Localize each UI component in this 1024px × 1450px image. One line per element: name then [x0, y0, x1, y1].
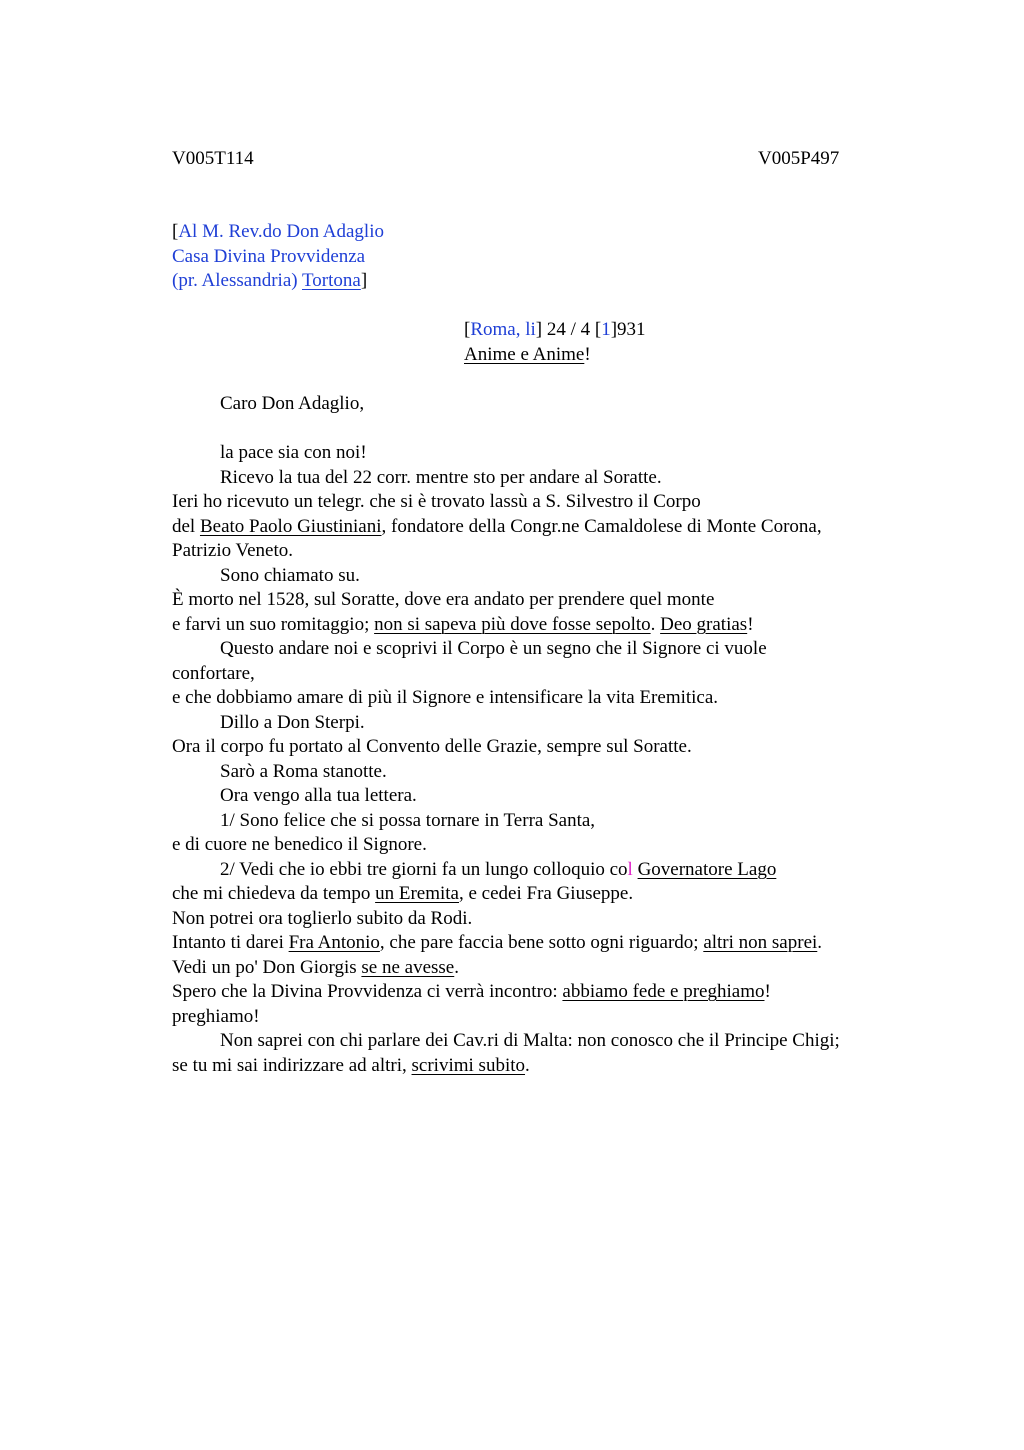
greeting	[172, 392, 912, 417]
motto: Anime e Anime	[464, 343, 585, 365]
motto-line: Anime e Anime!	[464, 343, 591, 365]
document-code-right: V005P497	[758, 148, 840, 169]
body-line: se tu mi sai indirizzare ad altri, scrivimi subito.	[172, 1054, 530, 1076]
body-line: Vedi un po' Don Giorgis se ne avesse.	[172, 956, 459, 978]
body-line: Ricevo la tua del 22 corr. mentre sto per andare al Soratte.	[220, 466, 662, 488]
underlined-phrase: Fra Antonio	[288, 932, 380, 953]
body-line: 1/ Sono felice che si possa tornare in Terra Santa,	[220, 809, 596, 831]
underlined-phrase: non si sapeva più dove fosse sepolto	[374, 613, 651, 635]
date-place: Roma, li	[470, 319, 536, 340]
underlined-phrase: se ne avesse	[361, 956, 455, 978]
underlined-phrase: abbiamo fede e preghiamo	[562, 981, 765, 1002]
date-year-digit: 1	[601, 319, 611, 340]
underlined-phrase: Deo gratias	[660, 613, 748, 635]
document-code-left: V005T114	[172, 148, 254, 169]
body-line: Intanto ti darei Fra Antonio, che pare faccia bene sotto ogni riguardo; altri non saprei.	[172, 932, 823, 953]
body-line: e farvi un suo romitaggio; non si sapeva più dove fosse sepolto. Deo gratias!	[172, 613, 754, 635]
greeting-text: Caro Don Adaglio,	[220, 393, 365, 414]
body-line: Sono chiamato su.	[220, 564, 360, 586]
recipient-address	[172, 220, 912, 294]
body-line: che mi chiedeva da tempo un Eremita, e cedei Fra Giuseppe.	[172, 883, 634, 904]
underlined-phrase: altri non saprei	[703, 932, 818, 953]
body-line: confortare,	[172, 662, 255, 684]
body-line: Questo andare noi e scoprivi il Corpo è un segno che il Signore ci vuole	[220, 638, 767, 659]
body-line: Ora il corpo fu portato al Convento delle Grazie, sempre sul Soratte.	[172, 736, 692, 757]
body-line: la pace sia con noi!	[220, 442, 367, 463]
underlined-phrase: un Eremita	[375, 883, 459, 904]
body-line: Sarò a Roma stanotte.	[220, 760, 387, 782]
recipient-name: Al M. Rev.do Don Adaglio	[178, 221, 384, 242]
body-line: Non potrei ora toglierlo subito da Rodi.	[172, 907, 473, 929]
body-line: Patrizio Veneto.	[172, 540, 294, 561]
underlined-phrase: scrivimi subito	[411, 1054, 526, 1076]
underlined-phrase: Beato Paolo Giustiniani	[199, 515, 382, 537]
body-line: e di cuore ne benedico il Signore.	[172, 834, 427, 855]
underlined-phrase: Governatore Lago	[637, 858, 777, 880]
date-line: [Roma, li] 24 / 4 [1]931	[464, 319, 646, 340]
body-line: 2/ Vedi che io ebbi tre giorni fa un lungo colloquio col Governatore Lago	[220, 858, 777, 880]
letter-body	[172, 441, 912, 1078]
body-line: preghiamo!	[172, 1005, 260, 1027]
body-line: e che dobbiamo amare di più il Signore e intensificare la vita Eremitica.	[172, 687, 719, 708]
highlighted-letter: l	[627, 858, 633, 880]
body-line: Ora vengo alla tua lettera.	[220, 785, 417, 806]
address-line-2: Casa Divina Provvidenza	[172, 245, 366, 267]
body-line: È morto nel 1528, sul Soratte, dove era andato per prendere quel monte	[172, 589, 715, 610]
body-line: Spero che la Divina Provvidenza ci verrà incontro: abbiamo fede e preghiamo!	[172, 981, 771, 1002]
body-line: del Beato Paolo Giustiniani, fondatore della Congr.ne Camaldolese di Monte Corona,	[172, 515, 822, 537]
city-link[interactable]: Tortona	[302, 270, 361, 291]
body-line: Non saprei con chi parlare dei Cav.ri di Malta: non conosco che il Principe Chigi;	[220, 1030, 840, 1051]
body-line: Dillo a Don Sterpi.	[220, 711, 365, 733]
address-line-3: (pr. Alessandria) Tortona]	[172, 270, 368, 291]
date-block	[464, 318, 1024, 367]
body-line: Ieri ho ricevuto un telegr. che si è trovato lassù a S. Silvestro il Corpo	[172, 491, 701, 512]
address-line-1: [Al M. Rev.do Don Adaglio	[172, 221, 384, 242]
